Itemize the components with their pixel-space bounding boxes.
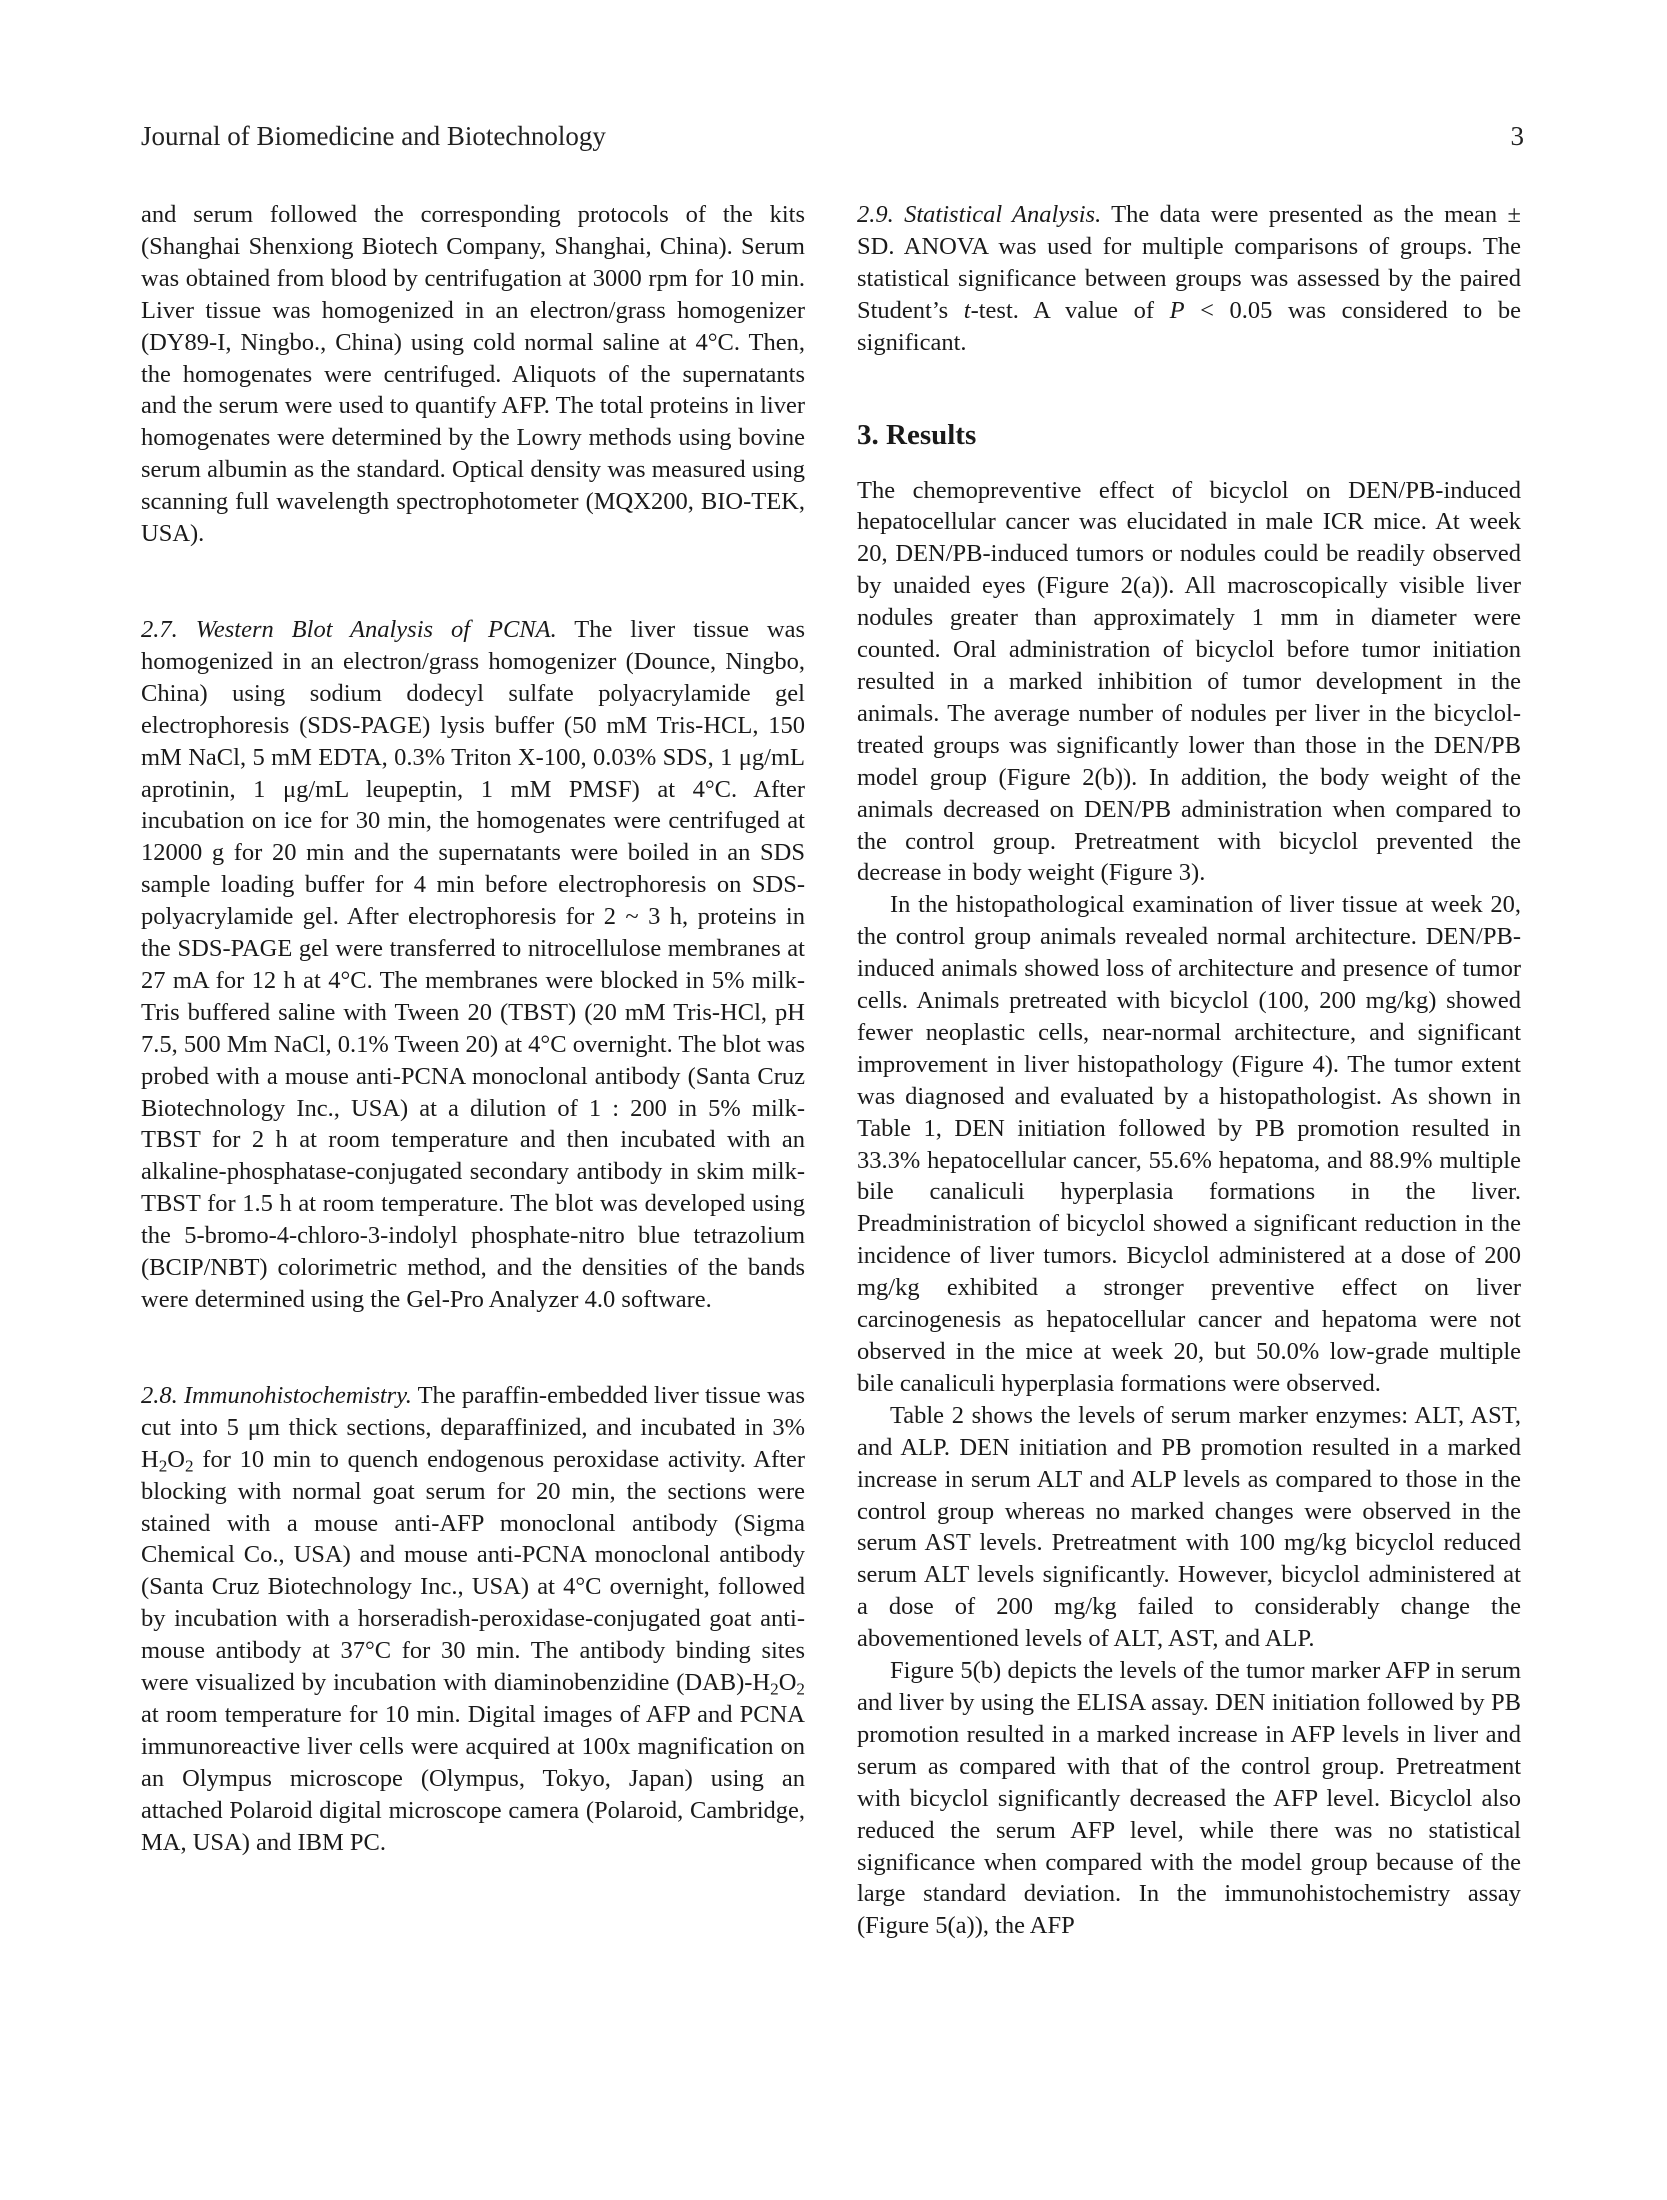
right-column [857, 199, 1521, 1942]
section-2-8-body-d: O [778, 1669, 797, 1697]
left-column [141, 199, 805, 1859]
section-2-9-body-b: -test. A value of [970, 296, 1170, 324]
section-2-9-paragraph [857, 199, 1521, 359]
subscript: 2 [770, 1679, 779, 1699]
subscript: 2 [184, 1456, 194, 1475]
results-paragraph-4: Figure 5(b) depicts the levels of the tumor marker AFP in serum and liver by using the ELISA assay. DEN initiation followed by PB promotion resulted in a marked increase in AFP levels in liver and serum as compared with that of the control group. Pretreatment with bicyclol significantly decreased the AFP level. Bicyclol also reduced the serum AFP level, while there was no statistical significance when compared with the model group because of the large standard deviation. In the immunohistochemistry assay (Figure 5(a)), the AFP [857, 1657, 1521, 1940]
t-symbol: t [963, 296, 971, 324]
section-2-7-paragraph [141, 614, 805, 1316]
journal-name: Journal of Biomedicine and Biotechnology [141, 121, 606, 151]
section-2-8-body-b: O [167, 1445, 185, 1473]
section-2-9-body-c: < 0.05 was considered to be significant. [857, 296, 1521, 356]
subscript: 2 [796, 1679, 805, 1699]
section-2-8-body-a: The paraffin-embedded liver tissue was cut into 5 μm thick sections, deparaffinized, and incubated in 3% H [141, 1381, 805, 1473]
section-2-9-body-a: The data were presented as the mean ± SD. ANOVA was used for multiple comparisons of groups. The statistical significance between groups was assessed by the paired Student’s [857, 201, 1521, 324]
results-paragraph-3: Table 2 shows the levels of serum marker enzymes: ALT, AST, and ALP. DEN initiation and PB promotion resulted in a marked increase in serum ALT and ALP levels as compared to those in the control group whereas no marked changes were observed in the serum AST levels. Pretreatment with 100 mg/kg bicyclol reduced serum ALT levels significantly. However, bicyclol administered at a dose of 200 mg/kg failed to considerably change the abovementioned levels of ALT, AST, and ALP. [857, 1401, 1521, 1653]
p-symbol: P [1169, 296, 1185, 324]
results-paragraph-2: In the histopathological examination of liver tissue at week 20, the control group animals revealed normal architecture. DEN/PB-induced animals showed loss of architecture and presence of tumor cells. Animals pretreated with bicyclol (100, 200 mg/kg) showed fewer neoplastic cells, near-normal architecture, and significant improvement in liver histopathology (Figure 4). The tumor extent was diagnosed and evaluated by a histopathologist. As shown in Table 1, DEN initiation followed by PB promotion resulted in 33.3% hepatocellular cancer, 55.6% hepatoma, and 88.9% multiple bile canaliculi hyperplasia formations in the liver. Preadministration of bicyclol showed a significant reduction in the incidence of liver tumors. Bicyclol administered at a dose of 200 mg/kg exhibited a stronger preventive effect on liver carcinogenesis as hepatocellular cancer and hepatoma were not observed in the mice at week 20, but 50.0% low-grade multiple bile canaliculi hyperplasia formations were observed. [857, 891, 1521, 1397]
section-2-8-body-e: at room temperature for 10 min. Digital images of AFP and PCNA immunoreactive liver cells were acquired at 100x magnification on an Olympus microscope (Olympus, Tokyo, Japan) using an attached Polaroid digital microscope camera (Polaroid, Cambridge, MA, USA) and IBM PC. [141, 1700, 805, 1856]
section-2-8-body-c: for 10 min to quench endogenous peroxidase activity. After blocking with normal goat serum for 20 min, the sections were stained with a mouse anti-AFP monoclonal antibody (Sigma Chemical Co., USA) and mouse anti-PCNA monoclonal antibody (Santa Cruz Biotechnology Inc., USA) at 4°C overnight, followed by incubation with a horseradish-peroxidase-conjugated goat anti-mouse antibody at 37°C for 30 min. The antibody binding sites were visualized by incubation with diaminobenzidine (DAB)-H [141, 1445, 805, 1697]
section-2-7-heading: 2.7. Western Blot Analysis of PCNA. [141, 615, 557, 643]
page-number: 3 [1510, 121, 1524, 151]
section-2-8-heading: 2.8. Immunohistochemistry. [141, 1381, 412, 1409]
results-heading: 3. Results [857, 418, 977, 451]
results-paragraph-1: The chemopreventive effect of bicyclol on DEN/PB-induced hepatocellular cancer was elucidated in male ICR mice. At week 20, DEN/PB-induced tumors or nodules could be readily observed by unaided eyes (Figure 2(a)). All macroscopically visible liver nodules greater than approximately 1 mm in diameter were counted. Oral administration of bicyclol before tumor initiation resulted in a marked inhibition of tumor development in the animals. The average number of nodules per liver in the bicyclol-treated groups was significantly lower than those in the DEN/PB model group (Figure 2(b)). In addition, the body weight of the animals decreased on DEN/PB administration when compared to the control group. Pretreatment with bicyclol prevented the decrease in body weight (Figure 3). [857, 476, 1521, 887]
methods-continuation-paragraph: and serum followed the corresponding protocols of the kits (Shanghai Shenxiong Biotech Company, Shanghai, China). Serum was obtained from blood by centrifugation at 3000 rpm for 10 min. Liver tissue was homogenized in an electron/grass homogenizer (DY89-I, Ningbo., China) using cold normal saline at 4°C. Then, the homogenates were centrifuged. Aliquots of the supernatants and the serum were used to quantify AFP. The total proteins in liver homogenates were determined by the Lowry methods using bovine serum albumin as the standard. Optical density was measured using scanning full wavelength spectrophotometer (MQX200, BIO-TEK, USA). [141, 201, 805, 548]
subscript: 2 [158, 1456, 168, 1475]
section-2-7-body: The liver tissue was homogenized in an electron/grass homogenizer (Dounce, Ningbo, China) using sodium dodecyl sulfate polyacrylamide gel electrophoresis (SDS-PAGE) lysis buffer (50 mM Tris-HCL, 150 mM NaCl, 5 mM EDTA, 0.3% Triton X-100, 0.03% SDS, 1 μg/mL aprotinin, 1 μg/mL leupeptin, 1 mM PMSF) at 4°C. After incubation on ice for 30 min, the homogenates were centrifuged at 12000 g for 20 min and the supernatants were boiled in an SDS sample loading buffer for 4 min before electrophoresis on SDS-polyacrylamide gel. After electrophoresis for 2 ~ 3 h, proteins in the SDS-PAGE gel were transferred to nitrocellulose membranes at 27 mA for 12 h at 4°C. The membranes were blocked in 5% milk-Tris buffered saline with Tween 20 (TBST) (20 mM Tris-HCl, pH 7.5, 500 Mm NaCl, 0.1% Tween 20) at 4°C overnight. The blot was probed with a mouse anti-PCNA monoclonal antibody (Santa Cruz Biotechnology Inc., USA) at a dilution of 1 : 200 in 5% milk-TBST for 2 h at room temperature and then incubated with an alkaline-phosphatase-conjugated secondary antibody in skim milk-TBST for 1.5 h at room temperature. The blot was developed using the 5-bromo-4-chloro-3-indolyl phosphate-nitro blue tetrazolium (BCIP/NBT) colorimetric method, and the densities of the bands were determined using the Gel-Pro Analyzer 4.0 software. [141, 615, 806, 1313]
section-2-9-heading: 2.9. Statistical Analysis. [857, 201, 1102, 228]
section-2-8-paragraph [141, 1380, 805, 1859]
